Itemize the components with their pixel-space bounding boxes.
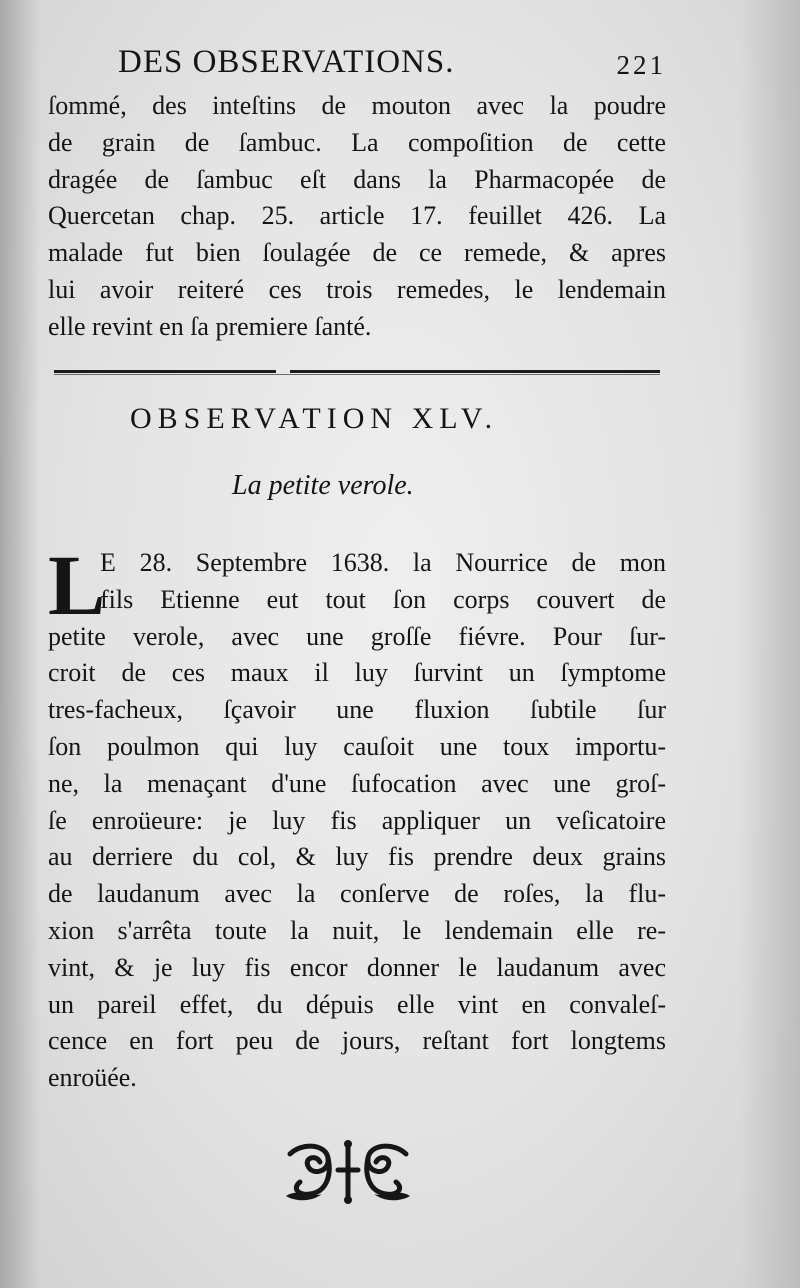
running-title: DES OBSERVATIONS. — [118, 44, 455, 80]
drop-cap-letter: L — [48, 537, 106, 633]
text-line: elle revint en ſa premiere ſanté. — [48, 311, 372, 341]
text-line: dragée de ſambuc eſt dans la Pharmacopée de — [48, 164, 666, 194]
section-divider-rule — [54, 368, 660, 376]
text-line: au derriere du col, & luy fis prendre deux grains — [48, 842, 666, 872]
text-line: ſon poulmon qui luy cauſoit une toux importu- — [48, 731, 666, 761]
rule-segment — [290, 370, 660, 373]
fleuron-ornament-icon — [282, 1136, 414, 1206]
text-line: de laudanum avec la conſerve de roſes, la flu- — [48, 879, 666, 909]
text-line: ſe enroüeure: je luy fis appliquer un veſicatoire — [48, 805, 666, 835]
observation-lines — [48, 537, 666, 1097]
text-line: petite verole, avec une groſſe fiévre. Pour ſur- — [48, 621, 666, 651]
observation-subtitle: La petite verole. — [232, 470, 414, 501]
text-line: croit de ces maux il luy ſurvint un ſymptome — [48, 658, 666, 688]
text-line: Quercetan chap. 25. article 17. feuillet 426. La — [48, 201, 666, 231]
text-line: xion s'arrêta toute la nuit, le lendemain elle re- — [48, 915, 666, 945]
text-line: vint, & je luy fis encor donner le laudanum avec — [48, 952, 666, 982]
text-line: fils Etienne eut tout ſon corps couvert de — [100, 584, 666, 614]
observation-heading: OBSERVATION XLV. — [130, 402, 499, 435]
observation-paragraph — [48, 537, 666, 1097]
text-line: un pareil effet, du dépuis elle vint en convaleſ- — [48, 989, 666, 1019]
text-line: E 28. Septembre 1638. la Nourrice de mon — [100, 548, 666, 577]
running-head — [118, 44, 666, 88]
continued-paragraph — [48, 88, 666, 346]
page-number: 221 — [616, 50, 666, 80]
text-line: enroüée. — [48, 1063, 137, 1093]
text-line: tres-facheux, ſçavoir une fluxion ſubtile ſur — [48, 695, 666, 725]
text-line: cence en fort peu de jours, reſtant fort longtems — [48, 1026, 666, 1056]
text-line: de grain de ſambuc. La compoſition de cette — [48, 127, 666, 157]
text-line: ſommé, des inteſtins de mouton avec la poudre — [48, 91, 666, 120]
rule-segment — [54, 370, 276, 373]
text-line: malade fut bien ſoulagée de ce remede, & apres — [48, 238, 666, 268]
text-line: lui avoir reiteré ces trois remedes, le lendemain — [48, 274, 666, 304]
text-line: ne, la menaçant d'une ſufocation avec une groſ- — [48, 768, 666, 798]
rule-hairline — [54, 374, 660, 375]
